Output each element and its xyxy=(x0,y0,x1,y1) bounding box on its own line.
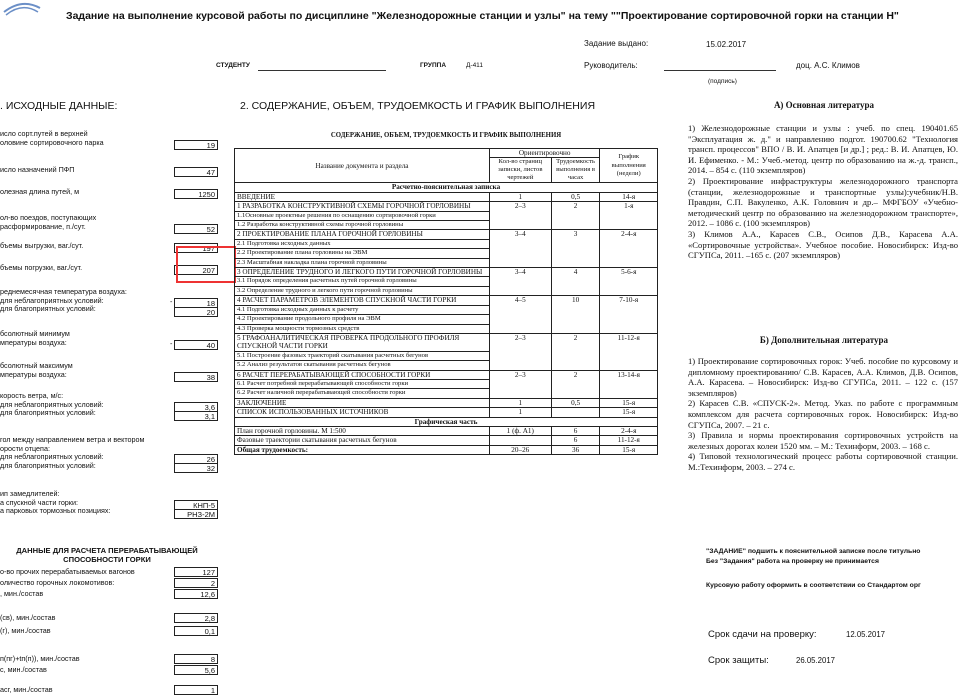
sign-prefix: - xyxy=(170,338,173,348)
initial-data-value: 47 xyxy=(174,167,218,177)
table-row xyxy=(235,296,658,305)
initial-data-label: реднемесячная температура воздуха: для неблагоприятных условий: для благоприятных условий: xyxy=(0,287,127,314)
note-required: Без "Задания" работа на проверку не принимается xyxy=(706,558,879,565)
table-row xyxy=(235,436,658,445)
main-literature-heading: А) Основная литература xyxy=(773,100,875,110)
initial-data-value: 1250 xyxy=(174,189,218,199)
table-row xyxy=(235,268,658,277)
row-title: ЗАКЛЮЧЕНИЕ xyxy=(235,398,490,407)
note-standard: Курсовую работу оформить в соответствии со Стандартом орг xyxy=(706,582,921,589)
issued-date: 15.02.2017 xyxy=(706,40,747,49)
initial-data-value: 197 xyxy=(174,243,218,253)
row-pages: 1 xyxy=(489,398,551,407)
row-pages: 2–3 xyxy=(489,202,551,230)
col-orient-header: Ориентировочно xyxy=(489,149,600,158)
row-week: 2-4-я xyxy=(600,426,658,435)
initial-data-value: 38 xyxy=(174,372,218,382)
row-pages: 3–4 xyxy=(489,268,551,296)
deadline-label: Срок сдачи на проверку: xyxy=(708,629,817,640)
additional-literature-list: 1) Проектирование сортировочных горок: Учеб. пособие по курсовому и дипломному проектированию/ С.В. Карасев, А.А. Климов, Д.В. Осипов, А.А. Карасева. – Новосибирск: Изд-во СГУПСа, 2011. – 122 с. (157 экземпляров) 2) Карасев С.В. «СПУСК-2». Метод. Указ. по работе с программным комплексом для расчета сортировочных горок. Новосибирск: Изд-во СГУПСа, 2007. – 21 с. 3) Правила и нормы проектирования сортировочных устройств на железных дорогах колеи 1520 мм. – М.: Техинформ, 2003. – 168 с. 4) Типовой технологический процесс работы сортировочной станции. М.:Техинформ, 2003. – 274 с. xyxy=(688,356,958,472)
initial-data-label: ол-во поездов, поступающих расформирование, п./сут. xyxy=(0,213,97,231)
group-label: ГРУППА xyxy=(420,62,447,69)
initial-data-label: гол между направлением ветра и вектором орости отцепа: для неблагоприятных условий: для благоприятных условий: xyxy=(0,435,145,470)
row-title: 6 РАСЧЕТ ПЕРЕРАБАТЫВАЮЩЕЙ СПОСОБНОСТИ ГОРКИ xyxy=(235,370,490,379)
row-title: План горочной горловины. М 1:500 xyxy=(235,426,490,435)
row-title: 1.2 Разработка конструктивной схемы горочной горловины xyxy=(235,221,490,230)
table-row xyxy=(235,202,658,211)
initial-data-value: РНЗ-2М xyxy=(174,509,218,519)
col-sched-header: График выполнения (недели) xyxy=(600,149,658,183)
row-title: 1.1Основные проектные решения по оснащению сортировочной горки xyxy=(235,211,490,220)
signature-caption: (подпись) xyxy=(708,78,737,85)
calc-data-label: с, мин./состав xyxy=(0,665,47,674)
row-title: 3 ОПРЕДЕЛЕНИЕ ТРУДНОГО И ЛЕГКОГО ПУТИ ГОРОЧНОЙ ГОРЛОВИНЫ xyxy=(235,268,490,277)
row-labor: 3 xyxy=(551,230,600,268)
row-title: 2.1 Подготовка исходных данных xyxy=(235,239,490,248)
table-row xyxy=(235,426,658,435)
row-labor: 2 xyxy=(551,202,600,230)
initial-data-label: бъемы погрузки, ваг./сут. xyxy=(0,263,83,272)
row-title: 5.2 Анализ результатов скатывания расчетных бегунов xyxy=(235,361,490,370)
row-pages: 1 xyxy=(489,408,551,417)
calc-data-label: (г), мин./состав xyxy=(0,626,51,635)
row-title: 4.2 Проектирование продольного профиля на ЭВМ xyxy=(235,315,490,324)
highlight-box xyxy=(176,246,236,283)
calc-data-value: 5,6 xyxy=(174,665,218,675)
initial-data-value: 32 xyxy=(174,463,218,473)
row-title: 1 РАЗРАБОТКА КОНСТРУКТИВНОЙ СХЕМЫ ГОРОЧНОЙ ГОРЛОВИНЫ xyxy=(235,202,490,211)
calc-data-label: о-во прочих перерабатываемых вагонов xyxy=(0,567,135,576)
row-title: 2.3 Масштабная накладка плана горочной горловины xyxy=(235,258,490,267)
initial-data-value: 26 xyxy=(174,454,218,464)
supervisor-label: Руководитель: xyxy=(584,61,638,70)
initial-data-value: 19 xyxy=(174,140,218,150)
row-title: 5.1 Построение фазовых траекторий скатывания расчетных бегунов xyxy=(235,351,490,360)
table-row xyxy=(235,333,658,351)
row-week: 15-я xyxy=(600,398,658,407)
row-labor: 0,5 xyxy=(551,398,600,407)
initial-data-label: бсолютный максимум мпературы воздуха: xyxy=(0,361,73,379)
row-pages: 2–3 xyxy=(489,370,551,398)
issued-label: Задание выдано: xyxy=(584,39,649,48)
row-week: 11-12-я xyxy=(600,436,658,445)
calc-data-value: 8 xyxy=(174,654,218,664)
table-row xyxy=(235,192,658,201)
table-row xyxy=(235,370,658,379)
row-pages: 4–5 xyxy=(489,296,551,334)
initial-data-value: 3,1 xyxy=(174,411,218,421)
row-title: 4 РАСЧЕТ ПАРАМЕТРОВ ЭЛЕМЕНТОВ СПУСКНОЙ ЧАСТИ ГОРКИ xyxy=(235,296,490,305)
calc-data-value: 127 xyxy=(174,567,218,577)
group-value: Д-411 xyxy=(466,62,483,69)
table-row xyxy=(235,230,658,239)
row-week: 14-я xyxy=(600,192,658,201)
row-pages: 2–3 xyxy=(489,333,551,370)
section-label: Расчетно-пояснительная записка xyxy=(235,183,658,192)
row-pages: 1 xyxy=(489,192,551,201)
defense-label: Срок защиты: xyxy=(708,655,769,666)
row-week: 13-14-я xyxy=(600,370,658,398)
row-labor: 4 xyxy=(551,268,600,296)
initial-data-label: исло назначений ПФП xyxy=(0,165,75,174)
initial-data-label: бъемы выгрузки, ваг./сут. xyxy=(0,241,84,250)
row-title: СПИСОК ИСПОЛЬЗОВАННЫХ ИСТОЧНИКОВ xyxy=(235,408,490,417)
row-title: ВВЕДЕНИЕ xyxy=(235,192,490,201)
calc-data-value: 0,1 xyxy=(174,626,218,636)
deadline-date: 12.05.2017 xyxy=(846,630,886,639)
student-label: СТУДЕНТУ xyxy=(216,62,250,69)
supervisor-name: доц. А.С. Климов xyxy=(796,61,860,70)
calc-data-value: 2 xyxy=(174,578,218,588)
col-pages-header: Кол-во страниц записки, листов чертежей xyxy=(489,158,551,183)
row-title: 5 ГРАФОАНАЛИТИЧЕСКАЯ ПРОВЕРКА ПРОДОЛЬНОГО ПРОФИЛЯ СПУСКНОЙ ЧАСТИ ГОРКИ xyxy=(235,333,490,351)
row-week: 15-я xyxy=(600,408,658,417)
total-pages: 20–26 xyxy=(489,445,551,454)
table-row xyxy=(235,408,658,417)
total-week: 15-я xyxy=(600,445,658,454)
row-title: 4.3 Проверка мощности тормозных средств xyxy=(235,324,490,333)
calc-data-value: 1 xyxy=(174,685,218,695)
row-labor: 2 xyxy=(551,333,600,370)
content-heading: 2. СОДЕРЖАНИЕ, ОБЪЕМ, ТРУДОЕМКОСТЬ И ГРАФИК ВЫПОЛНЕНИЯ xyxy=(240,100,596,112)
row-week: 11-12-я xyxy=(600,333,658,370)
initial-data-heading: . ИСХОДНЫЕ ДАННЫЕ: xyxy=(0,100,118,112)
row-title: 3.2 Определение трудного и легкого пути горочной горловины xyxy=(235,286,490,295)
total-labor: 36 xyxy=(551,445,600,454)
row-week: 1-я xyxy=(600,202,658,230)
university-logo xyxy=(2,0,42,18)
initial-data-value: 3,6 xyxy=(174,402,218,412)
row-labor: 2 xyxy=(551,370,600,398)
document-title: Задание на выполнение курсовой работы по дисциплине "Железнодорожные станции и узлы" на тему ""Проектирование сортировочной горки на станции Н" xyxy=(66,10,899,22)
total-label: Общая трудоемкость: xyxy=(235,445,490,454)
calc-data-value: 2,8 xyxy=(174,613,218,623)
main-literature-list: 1) Железнодорожные станции и узлы : учеб. по спец. 190401.65 "Эксплуатация ж. д." и направлению подгот. 190700.62 "Технология трансп. процессов" ВПО / В. И. Апатцев [и др.] ; ред.: В. И. Апатцев, Ю. И. Ефименко. - М.: Учеб.-метод. центр по образованию на ж.-д. трансп., 2014. – 854 с. (110 экземпляров) 2) Проектирование инфраструктуры железнодорожного транспорта (станции, железнодорожные и транспортные узлы):учебник/Н.В. Правдин, С.П. Вакуленко, А.К. Головнич и др.– МФГБОУ «Учебно-методический центр по образованию на железнодорожном транспорте», 2012. – 1086 с. (100 экземпляров) 3) Климов А.А., Карасев С.В., Осипов Д.В., Карасева А.А. «Сортировочные устройства». Учебное пособие. Новосибирск: Изд-во СГУПСа, 2011. –165 с. (207 экземпляров) xyxy=(688,123,958,261)
calc-heading: ДАННЫЕ ДЛЯ РАСЧЕТА ПЕРЕРАБАТЫВАЮЩЕЙ СПОСОБНОСТИ ГОРКИ xyxy=(16,546,198,564)
row-title: 4.1 Подготовка исходных данных к расчету xyxy=(235,305,490,314)
defense-date: 26.05.2017 xyxy=(796,656,836,665)
sign-prefix: - xyxy=(170,296,173,306)
row-labor: 6 xyxy=(551,426,600,435)
row-title: 2.2 Проектирование плана горловины на ЭВМ xyxy=(235,249,490,258)
initial-data-value: 18 xyxy=(174,298,218,308)
row-pages: 3–4 xyxy=(489,230,551,268)
row-pages: 1 (ф. А1) xyxy=(489,426,551,435)
schedule-table xyxy=(234,148,658,455)
row-week: 7-10-я xyxy=(600,296,658,334)
table-section-row xyxy=(235,183,658,192)
initial-data-value: КНП-5 xyxy=(174,500,218,510)
table-row xyxy=(235,398,658,407)
col-name-header: Название документа и раздела xyxy=(235,149,490,183)
initial-data-label: ип замедлителей: а спускной части горки: а парковых тормозных позициях: xyxy=(0,489,111,516)
initial-data-label: бсолютный минимум мпературы воздуха: xyxy=(0,329,70,347)
initial-data-value: 40 xyxy=(174,340,218,350)
supervisor-sign-line xyxy=(664,70,776,71)
note-attach: "ЗАДАНИЕ" подшить к пояснительной записке после титульно xyxy=(706,548,921,555)
row-labor: 10 xyxy=(551,296,600,334)
calc-data-label: асг, мин./состав xyxy=(0,685,53,694)
initial-data-value: 207 xyxy=(174,265,218,275)
additional-literature-heading: Б) Дополнительная литература xyxy=(759,335,889,345)
table-title: СОДЕРЖАНИЕ, ОБЪЕМ, ТРУДОЕМКОСТЬ И ГРАФИК ВЫПОЛНЕНИЯ xyxy=(330,132,562,139)
initial-data-label: корость ветра, м/с: для неблагоприятных условий: для благоприятных условий: xyxy=(0,391,104,418)
col-labor-header: Трудоемкость выполнения в часах xyxy=(551,158,600,183)
row-title: Фазовые траектории скатывания расчетных бегунов xyxy=(235,436,490,445)
initial-data-label: исло сорт.путей в верхней оловине сортировочного парка xyxy=(0,129,104,147)
table-section-row xyxy=(235,417,658,426)
calc-data-label: оличество горочных локомотивов: xyxy=(0,578,115,587)
row-title: 3.1 Порядок определения расчетных путей горочной горловины xyxy=(235,277,490,286)
calc-data-label: (св), мин./состав xyxy=(0,613,56,622)
row-labor xyxy=(551,408,600,417)
student-line xyxy=(258,70,386,71)
row-pages xyxy=(489,436,551,445)
initial-data-value: 20 xyxy=(174,307,218,317)
row-week: 2-4-я xyxy=(600,230,658,268)
table-total-row xyxy=(235,445,658,454)
row-title: 6.1 Расчет потребной перерабатывающей способности горки xyxy=(235,379,490,388)
row-title: 6.2 Расчет наличной перерабатывающей способности горки xyxy=(235,389,490,398)
initial-data-value: 52 xyxy=(174,224,218,234)
row-title: 2 ПРОЕКТИРОВАНИЕ ПЛАНА ГОРОЧНОЙ ГОРЛОВИНЫ xyxy=(235,230,490,239)
calc-data-value: 12,6 xyxy=(174,589,218,599)
row-labor: 6 xyxy=(551,436,600,445)
calc-data-label: , мин./состав xyxy=(0,589,44,598)
row-labor: 0,5 xyxy=(551,192,600,201)
calc-data-label: п(пг)+tп(п)), мин./состав xyxy=(0,654,80,663)
row-week: 5-6-я xyxy=(600,268,658,296)
section-label: Графическая часть xyxy=(235,417,658,426)
initial-data-label: олезная длина путей, м xyxy=(0,187,80,196)
